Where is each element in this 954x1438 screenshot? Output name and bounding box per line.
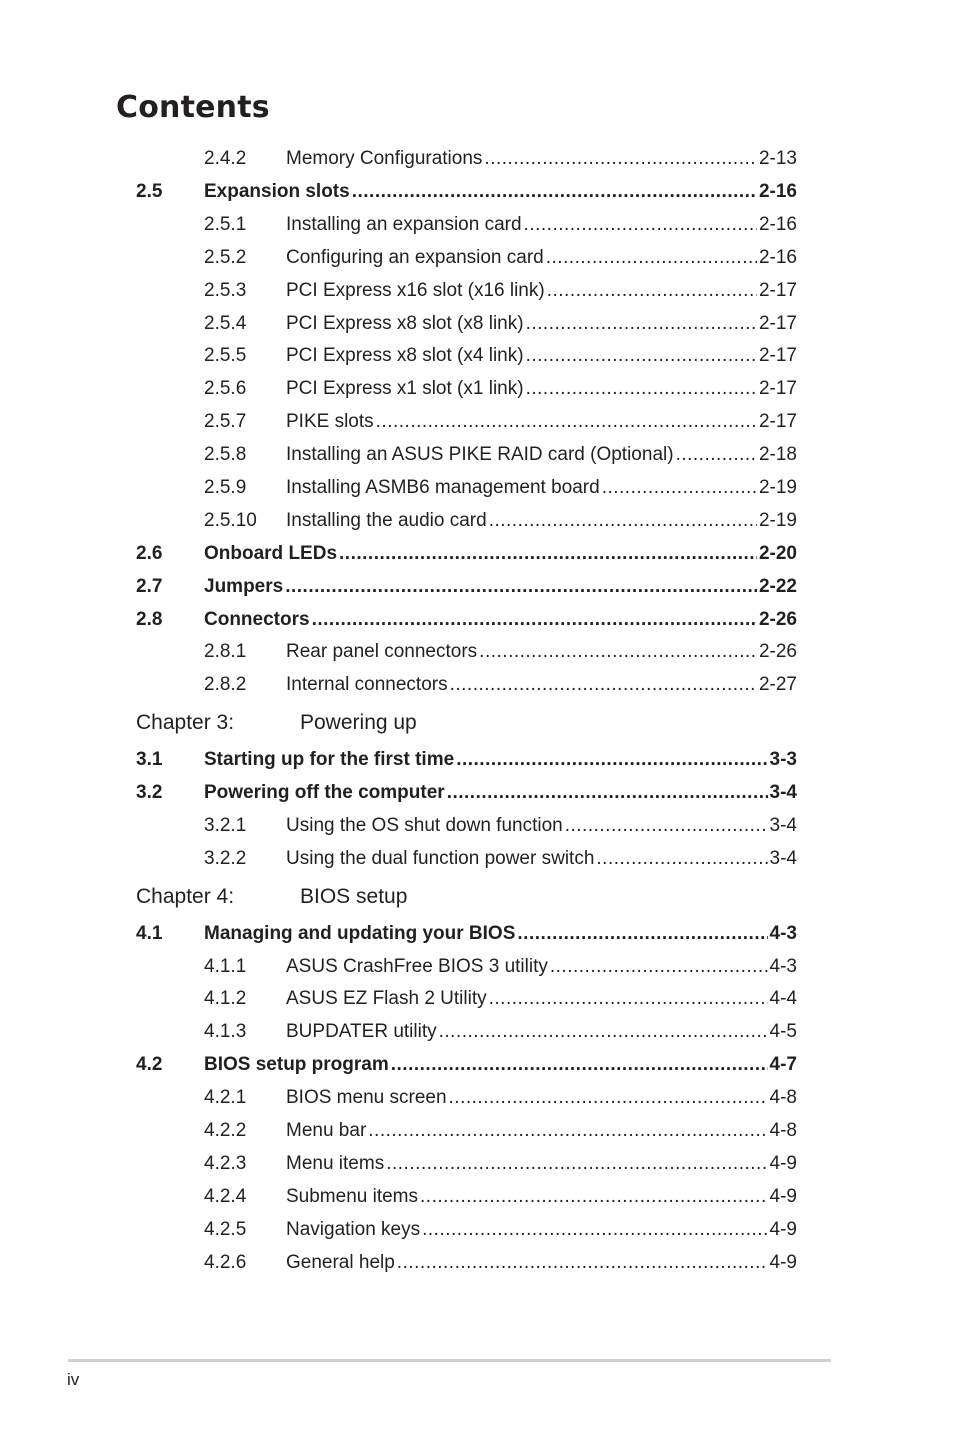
toc-subsection-entry[interactable]	[0, 474, 954, 502]
entry-number: 3.2.2	[204, 848, 247, 869]
entry-page-number: 2-26	[758, 609, 797, 630]
entry-label: Configuring an expansion card	[286, 247, 544, 268]
entry-body	[286, 211, 797, 239]
entry-number: 2.5.5	[204, 345, 247, 366]
entry-label: PCI Express x16 slot (x16 link)	[286, 280, 545, 301]
entry-page-number: 4-4	[769, 988, 797, 1009]
entry-page-number: 2-20	[758, 543, 797, 564]
entry-body	[286, 985, 797, 1013]
toc-section-entry[interactable]	[0, 178, 954, 206]
entry-label: ASUS CrashFree BIOS 3 utility	[286, 956, 548, 977]
entry-body	[286, 408, 797, 436]
toc-subsection-entry[interactable]	[0, 812, 954, 840]
entry-label: Starting up for the first time	[204, 749, 455, 770]
entry-body	[286, 1183, 797, 1211]
entry-body	[204, 540, 797, 568]
toc-subsection-entry[interactable]	[0, 342, 954, 370]
entry-label: Using the dual function power switch	[286, 848, 595, 869]
entry-label: Installing an ASUS PIKE RAID card (Optional)	[286, 444, 674, 465]
entry-label: Powering off the computer	[204, 782, 445, 803]
toc-subsection-entry[interactable]	[0, 845, 954, 873]
entry-body	[286, 1249, 797, 1277]
entry-page-number: 2-16	[758, 181, 797, 202]
entry-page-number: 3-4	[769, 782, 797, 803]
chapter-heading[interactable]	[0, 883, 954, 911]
entry-label: PCI Express x8 slot (x8 link)	[286, 313, 524, 334]
dot-leader	[479, 638, 757, 666]
dot-leader	[550, 953, 768, 981]
entry-number: 2.5.8	[204, 444, 247, 465]
dot-leader	[376, 408, 757, 436]
entry-number: 4.2.1	[204, 1087, 247, 1108]
entry-page-number: 2-16	[758, 214, 797, 235]
entry-number: 2.8	[136, 609, 163, 630]
entry-label: Navigation keys	[286, 1219, 421, 1240]
entry-number: 4.2.3	[204, 1153, 247, 1174]
toc-subsection-entry[interactable]	[0, 671, 954, 699]
toc-subsection-entry[interactable]	[0, 375, 954, 403]
entry-label: BUPDATER utility	[286, 1021, 437, 1042]
toc-subsection-entry[interactable]	[0, 1084, 954, 1112]
toc-section-entry[interactable]	[0, 920, 954, 948]
toc-subsection-entry[interactable]	[0, 145, 954, 173]
entry-number: 2.8.1	[204, 641, 247, 662]
entry-body	[204, 606, 797, 634]
dot-leader	[422, 1216, 767, 1244]
dot-leader	[386, 1150, 767, 1178]
toc-subsection-entry[interactable]	[0, 1249, 954, 1277]
entry-label: Menu bar	[286, 1120, 367, 1141]
entry-page-number: 4-9	[769, 1186, 797, 1207]
entry-number: 4.2	[136, 1054, 163, 1075]
entry-number: 4.2.6	[204, 1252, 247, 1273]
entry-number: 2.5.1	[204, 214, 247, 235]
entry-number: 4.2.2	[204, 1120, 247, 1141]
dot-leader	[368, 1117, 767, 1145]
entry-page-number: 4-7	[769, 1054, 797, 1075]
entry-body	[286, 812, 797, 840]
entry-page-number: 3-3	[769, 749, 797, 770]
dot-leader	[489, 507, 757, 535]
entry-label: Installing the audio card	[286, 510, 487, 531]
toc-subsection-entry[interactable]	[0, 244, 954, 272]
entry-page-number: 2-16	[758, 247, 797, 268]
entry-page-number: 2-17	[758, 313, 797, 334]
chapter-title: Powering up	[300, 711, 417, 734]
chapter-number: Chapter 3:	[136, 711, 235, 734]
entry-page-number: 2-18	[758, 444, 797, 465]
dot-leader	[565, 812, 768, 840]
entry-page-number: 2-13	[758, 148, 797, 169]
dot-leader	[489, 985, 768, 1013]
entry-number: 2.8.2	[204, 674, 247, 695]
dot-leader	[312, 606, 757, 634]
toc-subsection-entry[interactable]	[0, 408, 954, 436]
toc-subsection-entry[interactable]	[0, 1183, 954, 1211]
entry-page-number: 4-5	[769, 1021, 797, 1042]
dot-leader	[517, 920, 767, 948]
entry-page-number: 3-4	[769, 815, 797, 836]
entry-body	[286, 145, 797, 173]
toc-subsection-entry[interactable]	[0, 953, 954, 981]
toc-subsection-entry[interactable]	[0, 1117, 954, 1145]
entry-label: PIKE slots	[286, 411, 374, 432]
dot-leader	[596, 845, 767, 873]
dot-leader	[676, 441, 757, 469]
entry-number: 4.1.2	[204, 988, 247, 1009]
entry-body	[286, 1216, 797, 1244]
entry-body	[286, 375, 797, 403]
entry-number: 2.5.3	[204, 280, 247, 301]
chapter-heading[interactable]	[0, 709, 954, 737]
entry-label: Onboard LEDs	[204, 543, 338, 564]
entry-label: Memory Configurations	[286, 148, 483, 169]
entry-number: 2.5.10	[204, 510, 257, 531]
entry-label: PCI Express x8 slot (x4 link)	[286, 345, 524, 366]
entry-body	[286, 1117, 797, 1145]
entry-body	[286, 1084, 797, 1112]
dot-leader	[456, 746, 767, 774]
entry-number: 2.5	[136, 181, 163, 202]
toc-subsection-entry[interactable]	[0, 277, 954, 305]
entry-body	[204, 178, 797, 206]
toc-section-entry[interactable]	[0, 1051, 954, 1079]
page-number: iv	[67, 1370, 80, 1389]
dot-leader	[526, 342, 757, 370]
entry-page-number: 4-8	[769, 1120, 797, 1141]
entry-number: 2.5.7	[204, 411, 247, 432]
toc-section-entry[interactable]	[0, 746, 954, 774]
entry-body	[286, 244, 797, 272]
entry-number: 2.5.4	[204, 313, 247, 334]
dot-leader	[526, 375, 757, 403]
entry-label: Internal connectors	[286, 674, 448, 695]
toc-section-entry[interactable]	[0, 540, 954, 568]
entry-body	[286, 638, 797, 666]
entry-number: 4.1.1	[204, 956, 247, 977]
dot-leader	[526, 310, 757, 338]
entry-number: 2.5.9	[204, 477, 247, 498]
entry-label: ASUS EZ Flash 2 Utility	[286, 988, 487, 1009]
entry-body	[286, 342, 797, 370]
toc-subsection-entry[interactable]	[0, 985, 954, 1013]
toc-subsection-entry[interactable]	[0, 211, 954, 239]
entry-body	[204, 573, 797, 601]
dot-leader	[602, 474, 757, 502]
entry-number: 3.2	[136, 782, 163, 803]
dot-leader	[391, 1051, 768, 1079]
entry-page-number: 2-22	[758, 576, 797, 597]
entry-body	[204, 779, 797, 807]
dot-leader	[339, 540, 757, 568]
entry-label: Jumpers	[204, 576, 284, 597]
page-title: Contents	[116, 90, 270, 125]
entry-body	[286, 1150, 797, 1178]
entry-label: Submenu items	[286, 1186, 419, 1207]
entry-body	[286, 671, 797, 699]
entry-number: 3.1	[136, 749, 163, 770]
entry-page-number: 3-4	[769, 848, 797, 869]
entry-label: PCI Express x1 slot (x1 link)	[286, 378, 524, 399]
entry-page-number: 4-8	[769, 1087, 797, 1108]
toc-subsection-entry[interactable]	[0, 507, 954, 535]
toc-subsection-entry[interactable]	[0, 310, 954, 338]
dot-leader	[397, 1249, 768, 1277]
entry-label: Managing and updating your BIOS	[204, 923, 516, 944]
dot-leader	[449, 1084, 768, 1112]
entry-label: General help	[286, 1252, 395, 1273]
entry-number: 2.6	[136, 543, 163, 564]
entry-body	[204, 746, 797, 774]
entry-number: 2.7	[136, 576, 163, 597]
entry-page-number: 2-17	[758, 411, 797, 432]
dot-leader	[484, 145, 757, 173]
entry-body	[286, 953, 797, 981]
dot-leader	[547, 277, 757, 305]
entry-page-number: 4-3	[769, 956, 797, 977]
toc-subsection-entry[interactable]	[0, 1150, 954, 1178]
toc-subsection-entry[interactable]	[0, 441, 954, 469]
footer-divider	[68, 1359, 831, 1362]
entry-label: Installing ASMB6 management board	[286, 477, 600, 498]
entry-page-number: 4-9	[769, 1219, 797, 1240]
entry-page-number: 2-19	[758, 510, 797, 531]
entry-number: 4.2.5	[204, 1219, 247, 1240]
entry-page-number: 4-9	[769, 1153, 797, 1174]
dot-leader	[447, 779, 768, 807]
dot-leader	[285, 573, 757, 601]
entry-body	[204, 1051, 797, 1079]
entry-page-number: 2-17	[758, 378, 797, 399]
entry-page-number: 2-26	[758, 641, 797, 662]
entry-label: Installing an expansion card	[286, 214, 522, 235]
entry-page-number: 4-9	[769, 1252, 797, 1273]
entry-number: 4.1.3	[204, 1021, 247, 1042]
entry-number: 3.2.1	[204, 815, 247, 836]
toc-subsection-entry[interactable]	[0, 1018, 954, 1046]
toc-subsection-entry[interactable]	[0, 1216, 954, 1244]
entry-number: 2.5.6	[204, 378, 247, 399]
chapter-title: BIOS setup	[300, 885, 408, 908]
entry-body	[286, 474, 797, 502]
dot-leader	[524, 211, 757, 239]
entry-body	[286, 845, 797, 873]
entry-body	[286, 310, 797, 338]
dot-leader	[420, 1183, 768, 1211]
toc-section-entry[interactable]	[0, 606, 954, 634]
toc-section-entry[interactable]	[0, 779, 954, 807]
entry-label: Using the OS shut down function	[286, 815, 563, 836]
entry-label: Expansion slots	[204, 181, 350, 202]
entry-page-number: 2-17	[758, 280, 797, 301]
dot-leader	[439, 1018, 768, 1046]
dot-leader	[546, 244, 757, 272]
dot-leader	[352, 178, 757, 206]
chapter-number: Chapter 4:	[136, 885, 235, 908]
entry-number: 2.5.2	[204, 247, 247, 268]
entry-page-number: 2-27	[758, 674, 797, 695]
entry-page-number: 4-3	[769, 923, 797, 944]
entry-label: BIOS setup program	[204, 1054, 389, 1075]
toc-section-entry[interactable]	[0, 573, 954, 601]
entry-number: 2.4.2	[204, 148, 247, 169]
entry-body	[286, 507, 797, 535]
entry-label: Connectors	[204, 609, 310, 630]
entry-body	[286, 441, 797, 469]
entry-number: 4.1	[136, 923, 163, 944]
entry-body	[286, 277, 797, 305]
toc-subsection-entry[interactable]	[0, 638, 954, 666]
entry-label: Menu items	[286, 1153, 385, 1174]
entry-label: BIOS menu screen	[286, 1087, 447, 1108]
entry-page-number: 2-17	[758, 345, 797, 366]
entry-page-number: 2-19	[758, 477, 797, 498]
entry-label: Rear panel connectors	[286, 641, 478, 662]
entry-body	[204, 920, 797, 948]
dot-leader	[450, 671, 757, 699]
entry-body	[286, 1018, 797, 1046]
entry-number: 4.2.4	[204, 1186, 247, 1207]
